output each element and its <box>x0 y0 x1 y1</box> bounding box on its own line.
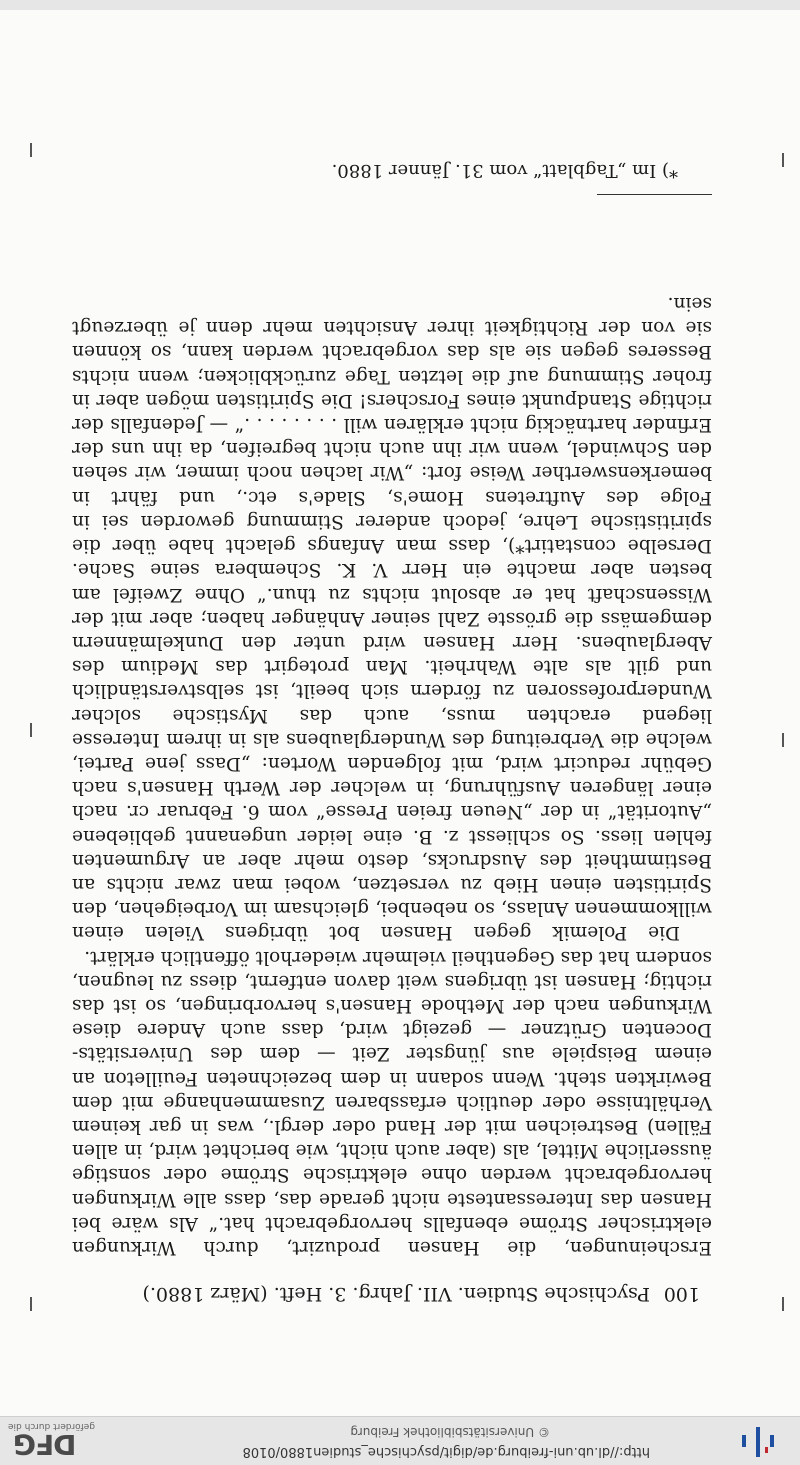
margin-mark <box>782 153 784 167</box>
margin-mark <box>30 723 32 737</box>
viewer-top-bar <box>0 0 800 10</box>
dfg-caption: gefördert durch die <box>8 1421 95 1431</box>
dfg-logo: DFG <box>14 1428 77 1461</box>
margin-mark <box>782 1297 784 1311</box>
article-body <box>72 291 712 1259</box>
scanned-page <box>0 7 800 1417</box>
library-copyright: © Universitätsbibliothek Freiburg <box>350 1425 550 1439</box>
running-head: Psychische Studien. VII. Jahrg. 3. Heft. (März 1880.) <box>142 1283 650 1305</box>
margin-mark <box>30 1297 32 1311</box>
margin-mark <box>782 733 784 747</box>
page-number: 100 <box>663 1283 700 1305</box>
library-logo-icon <box>732 1427 782 1457</box>
margin-mark <box>30 143 32 157</box>
paragraph: Die Polemik gegen Hansen bot übrigens Vielen einen willkommenen Anlass, so nebenbei, gleichsam im Vorbeigehen, den Spiritisten einen Hieb zu versetzen, wobei man zwar nichts an Bestimmtheit des Ausdrucks, desto mehr aber an Argumenten fehlen liess. So schliesst z. B. eine leider ungenannt gebliebene „Autorität“ in der „Neuen freien Presse“ vom 6. Februar cr. nach einer längeren Ausführung, in welcher der Werth Hansen's nach Gebühr reducirt wird, mit folgenden Worten: „Dass jene Partei, welche die Verbreitung des Wunderglaubens als in ihrem Interesse liegend erachten muss, auch das Mystische solcher Wunderprofessoren zu fördern sich beeilt, ist selbstverständlich und gilt als alte Wahrheit. Man protegirt das Medium des Aberglaubens. Herr Hansen wird unter den Dunkelmännern demgemäss die grösste Zahl seiner Anhänger haben; aber mit der Wissenschaft hat er absolut nichts zu thun.“ Ohne Zweifel am besten aber machte ein Herr V. K. Schembera seine Sache. Derselbe constatirt*), dass man Anfangs gelacht habe über die spiritistische Lehre, jedoch anderer Stimmung geworden sei in Folge des Auftretens Home's, Slade's etc., und fährt in bemerkenswerther Weise fort: „Wir lachen noch immer, wir sehen den Schwindel, wenn wir ihn auch nicht begreifen, da ihn uns der Erfinder hartnäckig nicht erklären will . . . . . . . .“ — Jedenfalls der richtige Standpunkt eines Forschers! Die Spiritisten mögen aber in froher Stimmung auf die letzten Tage zurückblicken; wenn nichts Besseres gegen sie als das vorgebracht werden kann, so können sie von der Richtigkeit ihrer Ansichten mehr denn je überzeugt sein. <box>72 293 712 944</box>
paragraph: Erscheinungen, die Hansen produzirt, durch Wirkungen elektrischer Ströme ebenfalls hervorgebracht hat.“ Als wäre bei Hansen das Interessanteste nicht gerade das, dass alle Wirkungen hervorgebracht werden ohne elektrische Ströme oder sonstige äusserliche Mittel, als (aber auch nicht, wie berichtet wird, in allen Fällen) Bestreichen mit der Hand oder dergl., was in gar keinem Verhältnisse oder deutlich erfassbaren Zusammenhange mit dem Bewirkten steht. Wenn sodann in dem bezeichneten Feuilleton an einem Beispiele aus jüngster Zeit — dem des Universitäts-Docenten Grützner — gezeigt wird, dass auch Andere diese Wirkungen nach der Methode Hansen's hervorbringen, so ist das richtig; Hansen ist übrigens weit davon entfernt, diess zu leugnen, sondern hat das Gegentheil vielmehr wiederholt öffentlich erklärt. <box>72 946 712 1258</box>
document-url[interactable]: http://dl.ub.uni-freiburg.de/digit/psychische_studien1880/0108 <box>242 1444 650 1459</box>
viewer-footer-bar <box>0 1416 800 1465</box>
footnote-rule <box>597 194 712 195</box>
footnote: *) Im „Tagblatt“ vom 31. Jänner 1880. <box>331 160 678 181</box>
